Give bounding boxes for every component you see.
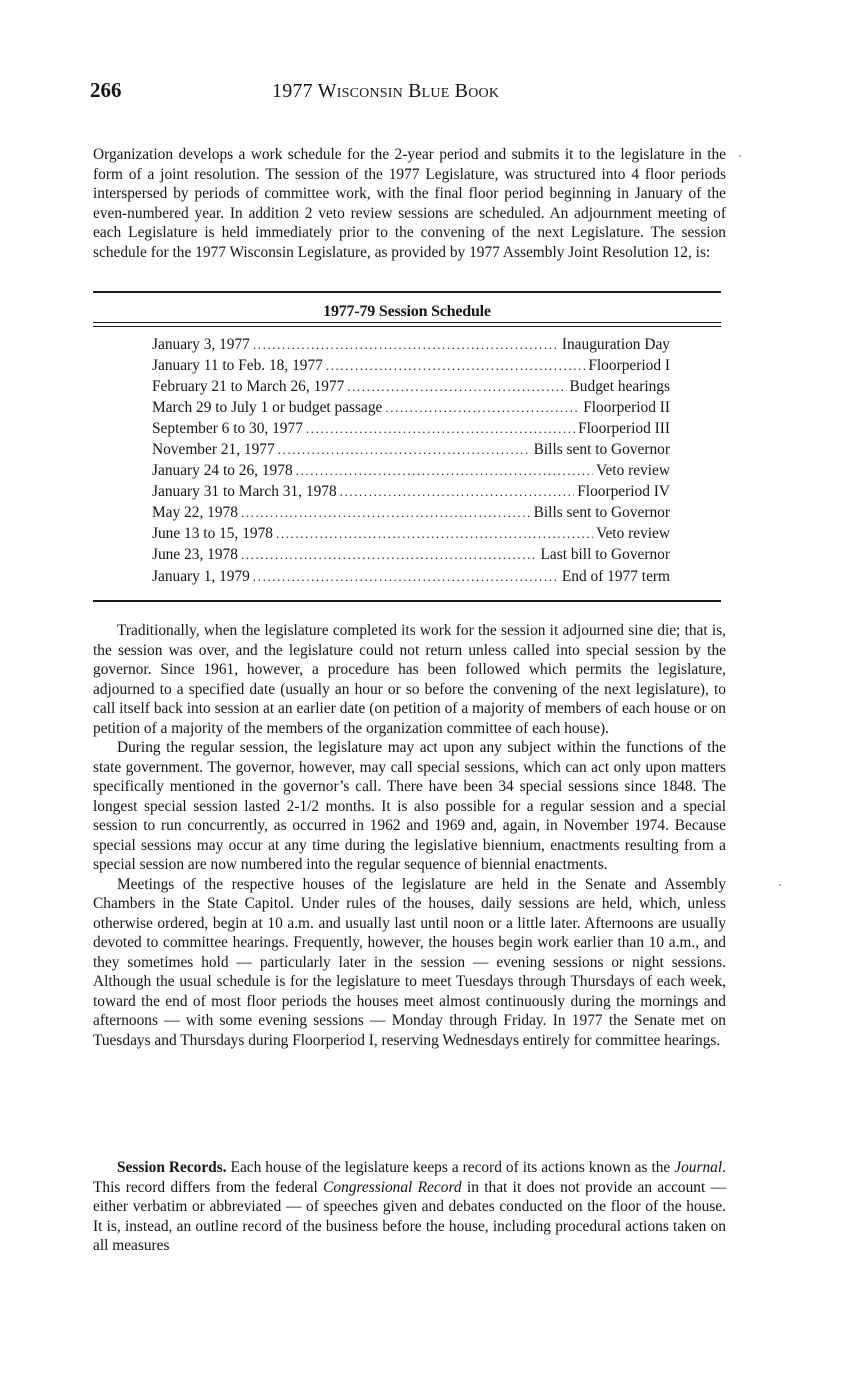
schedule-event: Bills sent to Governor [533,504,670,522]
schedule-row [152,334,670,355]
journal-title: Journal [674,1159,723,1176]
schedule-title: 1977-79 Session Schedule [323,303,491,320]
schedule-row [152,355,670,376]
schedule-date: January 24 to 26, 1978 [152,462,293,480]
running-head [272,79,499,103]
dot-leader [326,355,585,376]
session-records-section [93,1158,726,1256]
page-number: 266 [90,78,122,102]
title-isconsin: isconsin [336,80,403,102]
dot-leader [253,334,559,355]
dot-leader [241,502,531,523]
dot-leader [385,397,580,418]
schedule-date: June 23, 1978 [152,546,238,564]
intro-text: Organization develops a work schedule for the 2-year period and submits it to the legislature in the form of a joint resolution. The session of the 1977 Legislature, was structured into 4 floor periods interspersed by periods of committee work, with the final floor period beginning in January of the even-numbered year. In addition 2 veto review sessions are scheduled. An adjournment meeting of each Legislature is held immediately prior to the convening of the next Legislature. The session schedule for the 1977 Wisconsin Legislature, as provided by 1977 Assembly Joint Resolution 12, is: [93,146,726,261]
schedule-date: February 21 to March 26, 1977 [152,378,345,396]
dot-leader [340,481,575,502]
session-records-text-3: in that it does not provide an account — either verbatim or abbreviated — of speeches given and debates conducted on the floor of the house. It is, instead, an outline record of the business before the house, including procedural actions taken on all measures [93,1178,727,1254]
schedule-date: January 3, 1977 [152,336,250,353]
schedule-date: March 29 to July 1 or budget passage [152,399,383,417]
scan-speck [779,884,781,886]
schedule-event: Floorperiod III [578,420,670,438]
congressional-record-title: Congressional Record [323,1178,462,1196]
schedule-event: End of 1977 term [561,567,670,585]
paragraph-meetings: Meetings of the respective houses of the legislature are held in the Senate and Assembly Chambers in the State Capitol. Under rules of the houses, daily sessions are held, which, unless otherwise ordered, begin at 10 a.m. and usually last until noon or a little later. Afternoons are usually devoted to committee hearings. Frequently, however, the houses begin work earlier than 10 a.m., and they sometimes hold — particularly later in the session — evening sessions or night sessions. Although the usual schedule is for the legislature to meet Tuesdays through Thursdays of each week, toward the end of most floor periods the houses meet almost continuously during the mornings and afternoons — with some evening sessions — Monday through Friday. In 1977 the Senate met on Tuesdays and Thursdays during Floorperiod I, reserving Wednesdays entirely for committee hearings. [93,875,726,1049]
schedule-event: Veto review [596,525,670,543]
schedule-row [152,481,670,502]
dot-leader [347,376,566,397]
intro-paragraph [93,145,726,262]
title-year: 1977 [272,80,318,102]
schedule-event: Floorperiod I [588,357,670,375]
title-w: W [317,80,337,102]
schedule-row [152,397,670,418]
dot-leader [253,566,559,587]
schedule-event: Last bill to Governor [540,546,670,564]
dot-leader [296,460,593,481]
body-text [93,621,726,1050]
session-records-paragraph [93,1158,726,1256]
table-header-rule [93,322,721,327]
schedule-date: June 13 to 15, 1978 [152,525,273,543]
schedule-row [152,566,670,587]
paragraph-special-sessions: During the regular session, the legislature may act upon any subject within the functions of the state government. The governor, however, may call special sessions, which can act only upon matters specifically mentioned in the governor’s call. There have been 34 special sessions since 1848. The longest special session lasted 2-1/2 months. It is also possible for a regular session and a special session to run concurrently, as occurred in 1962 and 1969 and, again, in November 1974. Because special sessions may occur at any time during the legislative biennium, enactments resulting from a special session are now numbered into the regular sequence of biennial enactments. [93,739,726,873]
schedule-date: January 11 to Feb. 18, 1977 [152,357,323,375]
title-b: B [402,80,422,102]
schedule-event: Floorperiod II [583,399,670,417]
schedule-event: Veto review [596,462,670,480]
title-lue: lue [421,80,450,102]
schedule-row [152,460,670,481]
session-records-text-2: . This record differs from the federal [93,1159,726,1196]
schedule-event: Bills sent to Governor [533,441,670,459]
schedule-row [152,376,670,397]
schedule-event: Floorperiod IV [577,483,670,501]
schedule-row [152,439,670,460]
dot-leader [278,439,531,460]
session-schedule-table [152,334,670,587]
schedule-row [152,544,670,565]
session-records-text-1: Each house of the legislature keeps a record of its actions known as the [226,1159,675,1176]
schedule-event: Budget hearings [569,378,670,396]
schedule-date: January 1, 1979 [152,567,250,585]
schedule-row [152,418,670,439]
dot-leader [276,523,593,544]
schedule-date: September 6 to 30, 1977 [152,420,303,438]
dot-leader [241,544,538,565]
dot-leader [306,418,575,439]
schedule-row [152,523,670,544]
scan-speck [739,155,741,157]
table-bottom-rule [93,600,721,602]
schedule-event: Inauguration Day [561,336,670,353]
session-records-heading: Session Records. [117,1159,227,1176]
title-ook: ook [468,80,500,102]
schedule-date: January 31 to March 31, 1978 [152,483,337,501]
title-b2: B [449,80,469,102]
schedule-row [152,502,670,523]
schedule-date: November 21, 1977 [152,441,275,459]
schedule-date: May 22, 1978 [152,504,238,522]
paragraph-adjournment: Traditionally, when the legislature completed its work for the session it adjourned sine die; that is, the session was over, and the legislature could not return unless called into special session by the governor. Since 1961, however, a procedure has been followed which permits the legislature, adjourned to a specified date (usually an hour or so before the convening of the next legislature), to call itself back into session at an earlier date (on petition of a majority of members of each house or on petition of a majority of the members of the organization committee of each house). [93,622,726,737]
table-top-rule [93,291,721,293]
